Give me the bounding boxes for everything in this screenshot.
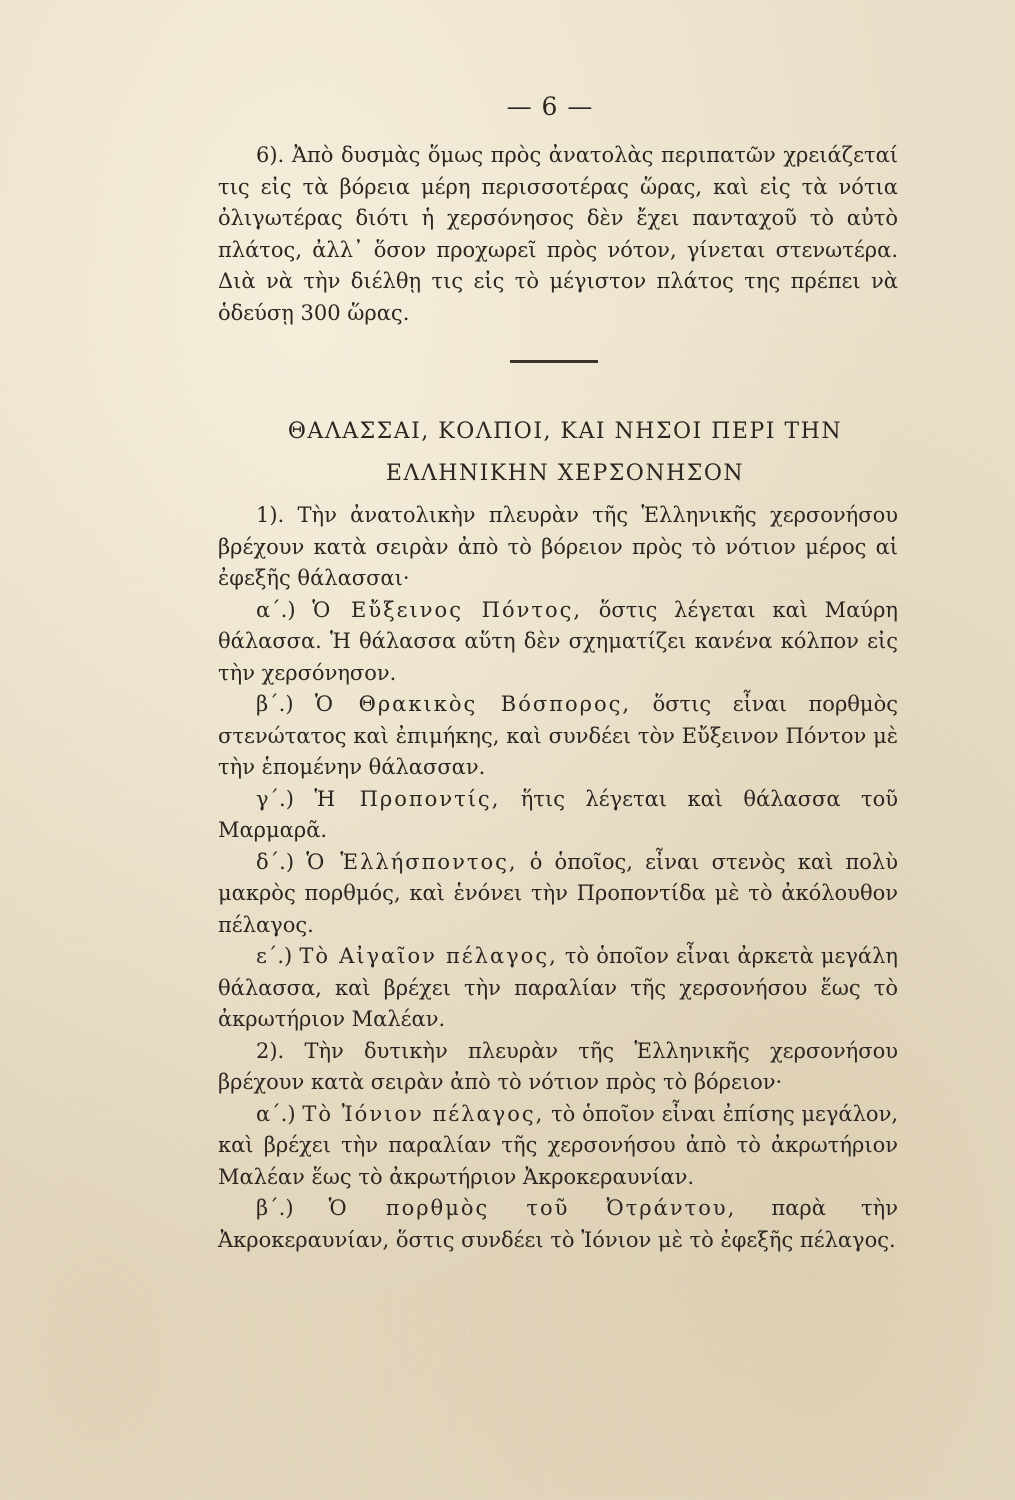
list-item	[218, 1099, 898, 1194]
main-text	[218, 500, 898, 1256]
item-name: Τὸ Αἰγαῖον πέλαγος,	[299, 944, 558, 968]
item-text: ὅστις εἶναι πορθμὸς στενώτατος καὶ ἐπιμήκης, καὶ συνδέει τὸν Εὔξεινον Πόντον μὲ τὴν ἑπομένην θάλασσαν.	[218, 692, 898, 779]
item-label: δ΄.)	[256, 849, 295, 874]
item-text: ὁ ὁποῖος, εἶναι στενὸς καὶ πολὺ μακρὸς πορθμός, καὶ ἑνόνει τὴν Προποντίδα μὲ τὸ ἀκόλουθον πέλαγος.	[218, 849, 899, 937]
item-name: Ὁ Θρακικὸς Βόσπορος,	[315, 692, 632, 716]
item-text: τὸ ὁποῖον εἶναι ἐπίσης μεγάλον, καὶ βρέχει τὴν παραλίαν τῆς χερσονήσου ἀπὸ τὸ ἀκρωτήριον Μαλέαν ἕως τὸ ἀκρωτήριον Ἀκροκεραυνίαν.	[218, 1101, 899, 1189]
intro-paragraph	[218, 140, 898, 329]
item-label: β΄.)	[256, 692, 294, 716]
item-label: α΄.)	[256, 597, 296, 622]
intro-text: Ἀπὸ δυσμὰς ὅμως πρὸς ἀνατολὰς περιπατῶν χρειάζεταί τις εἰς τὰ βόρεια μέρη περισσοτέρας ὥρας, καὶ εἰς τὰ νότια ὀλιγωτέρας διότι ἡ χερσόνησος δὲν ἔχει πανταχοῦ τὸ αὐτὸ πλάτος, ἀλλ᾽ ὅσον προχωρεῖ πρὸς νότον, γίνεται στενωτέρα. Διὰ νὰ τὴν διέλθῃ τις εἰς τὸ μέγιστον πλάτος της πρέπει νὰ ὁδεύσῃ 300 ὥρας.	[218, 143, 898, 325]
item-name: Ὁ Ἑλλήσποντος,	[306, 849, 518, 874]
item-label: γ΄.)	[256, 786, 294, 811]
heading-line-2: ΕΛΛΗΝΙΚΗΝ ΧΕΡΣΟΝΗΣΟΝ	[385, 461, 745, 486]
list-item	[218, 1193, 898, 1256]
section-1-number: 1).	[256, 503, 285, 527]
item-text: παρὰ τὴν Ἀκροκεραυνίαν, ὅστις συνδέει τὸ Ἰόνιον μὲ τὸ ἐφεξῆς πέλαγος.	[218, 1196, 898, 1252]
list-item	[218, 847, 898, 942]
item-name: Ὁ πορθμὸς τοῦ Ὀτράντου,	[328, 1196, 737, 1220]
item-label: β΄.)	[256, 1196, 294, 1220]
section-1-text: Τὴν ἀνατολικὴν πλευρὰν τῆς Ἑλληνικῆς χερσονήσου βρέχουν κατὰ σειρὰν ἀπὸ τὸ βόρειον πρὸς τὸ νότιον μέρος αἱ ἐφεξῆς θάλασσαι·	[218, 503, 898, 590]
section-divider	[510, 360, 598, 363]
item-text: τὸ ὁποῖον εἶναι ἀρκετὰ μεγάλη θάλασσα, καὶ βρέχει τὴν παραλίαν τῆς χερσονήσου ἕως τὸ ἀκρωτήριον Μαλέαν.	[218, 944, 898, 1031]
section-2-number: 2).	[256, 1038, 285, 1063]
intro-number: 6).	[256, 143, 285, 167]
list-item	[218, 595, 898, 690]
section-2-intro	[218, 1036, 898, 1099]
item-name: Τὸ Ἰόνιον πέλαγος,	[302, 1101, 545, 1126]
heading-line-1: ΘΑΛΑΣΣΑΙ, ΚΟΛΠΟΙ, ΚΑΙ ΝΗΣΟΙ ΠΕΡΙ ΤΗΝ	[287, 419, 843, 444]
list-item	[218, 689, 898, 784]
item-label: ε΄.)	[256, 944, 293, 968]
list-item	[218, 941, 898, 1036]
section-1-intro	[218, 500, 898, 595]
item-text: ἥτις λέγεται καὶ θάλασσα τοῦ Μαρμαρᾶ.	[218, 786, 898, 842]
item-name: Ὁ Εὔξεινος Πόντος,	[312, 597, 583, 622]
item-name: Ἡ Προποντίς,	[314, 786, 501, 811]
section-2-text: Τὴν δυτικὴν πλευρὰν τῆς Ἑλληνικῆς χερσονήσου βρέχουν κατὰ σειρὰν ἀπὸ τὸ νότιον πρὸς τὸ βόρειον·	[218, 1038, 898, 1094]
list-item	[218, 784, 898, 847]
page-number: — 6 —	[506, 92, 594, 121]
item-text: ὅστις λέγεται καὶ Μαύρη θάλασσα. Ἡ θάλασσα αὕτη δὲν σχηματίζει κανένα κόλπον εἰς τὴν χερσόνησον.	[218, 597, 898, 685]
item-label: α΄.)	[256, 1101, 296, 1126]
section-heading	[205, 411, 925, 495]
